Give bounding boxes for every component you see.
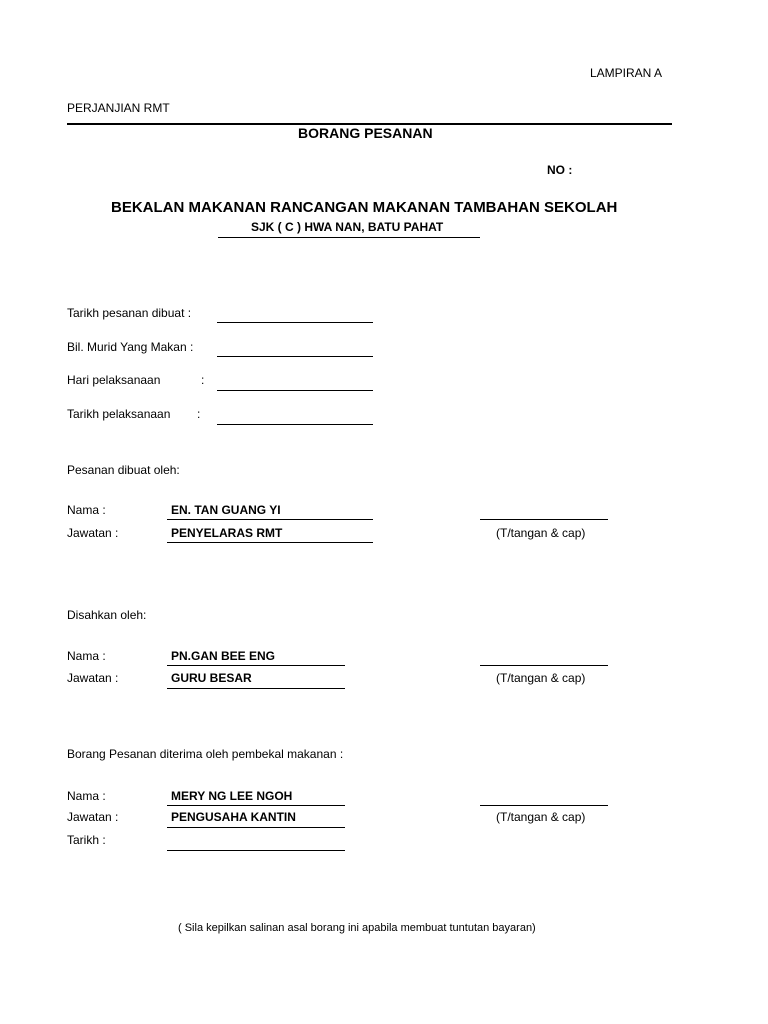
section2-signature-label: (T/tangan & cap) bbox=[496, 671, 586, 685]
section3-nama-value: MERY NG LEE NGOH bbox=[171, 789, 293, 803]
section1-nama-label: Nama : bbox=[67, 503, 106, 517]
tarikh-pelaksanaan-colon: : bbox=[197, 407, 201, 421]
section3-heading: Borang Pesanan diterima oleh pembekal makanan : bbox=[67, 747, 344, 761]
section2-heading: Disahkan oleh: bbox=[67, 608, 147, 622]
hari-pelaksanaan-field[interactable] bbox=[217, 390, 373, 391]
section3-signature-label: (T/tangan & cap) bbox=[496, 810, 586, 824]
section1-nama-value: EN. TAN GUANG YI bbox=[171, 503, 281, 517]
borang-title: BORANG PESANAN bbox=[298, 125, 433, 141]
section3-jawatan-label: Jawatan : bbox=[67, 810, 119, 824]
hari-pelaksanaan-colon: : bbox=[201, 373, 205, 387]
section1-signature-label: (T/tangan & cap) bbox=[496, 526, 586, 540]
section2-signature-line[interactable] bbox=[480, 665, 608, 666]
section3-signature-line[interactable] bbox=[480, 805, 608, 806]
section1-heading: Pesanan dibuat oleh: bbox=[67, 463, 180, 477]
section2-nama-value: PN.GAN BEE ENG bbox=[171, 649, 276, 663]
bil-murid-field[interactable] bbox=[217, 356, 373, 357]
section1-jawatan-value: PENYELARAS RMT bbox=[171, 526, 283, 540]
section3-tarikh-field[interactable] bbox=[167, 850, 345, 851]
section1-jawatan-label: Jawatan : bbox=[67, 526, 119, 540]
main-title: BEKALAN MAKANAN RANCANGAN MAKANAN TAMBAHAN SEKOLAH bbox=[111, 199, 618, 216]
school-underline bbox=[218, 237, 480, 238]
section1-jawatan-underline bbox=[167, 542, 373, 543]
section2-nama-underline bbox=[167, 665, 345, 666]
section3-jawatan-underline bbox=[167, 827, 345, 828]
perjanjian-label: PERJANJIAN RMT bbox=[67, 101, 170, 115]
section2-nama-label: Nama : bbox=[67, 649, 106, 663]
bil-murid-label: Bil. Murid Yang Makan : bbox=[67, 340, 194, 354]
tarikh-pelaksanaan-label: Tarikh pelaksanaan bbox=[67, 407, 171, 421]
section1-nama-underline bbox=[167, 519, 373, 520]
tarikh-pesanan-label: Tarikh pesanan dibuat : bbox=[67, 306, 192, 320]
section3-jawatan-value: PENGUSAHA KANTIN bbox=[171, 810, 296, 824]
section3-nama-label: Nama : bbox=[67, 789, 106, 803]
no-label: NO : bbox=[547, 163, 573, 177]
section3-tarikh-label: Tarikh : bbox=[67, 833, 106, 847]
school-title: SJK ( C ) HWA NAN, BATU PAHAT bbox=[251, 220, 444, 234]
tarikh-pelaksanaan-field[interactable] bbox=[217, 424, 373, 425]
hari-pelaksanaan-label: Hari pelaksanaan bbox=[67, 373, 161, 387]
tarikh-pesanan-field[interactable] bbox=[217, 322, 373, 323]
section1-signature-line[interactable] bbox=[480, 519, 608, 520]
section3-nama-underline bbox=[167, 805, 345, 806]
section2-jawatan-underline bbox=[167, 688, 345, 689]
section2-jawatan-label: Jawatan : bbox=[67, 671, 119, 685]
lampiran-label: LAMPIRAN A bbox=[590, 66, 663, 80]
section2-jawatan-value: GURU BESAR bbox=[171, 671, 252, 685]
footer-note: ( Sila kepilkan salinan asal borang ini apabila membuat tuntutan bayaran) bbox=[178, 922, 536, 934]
